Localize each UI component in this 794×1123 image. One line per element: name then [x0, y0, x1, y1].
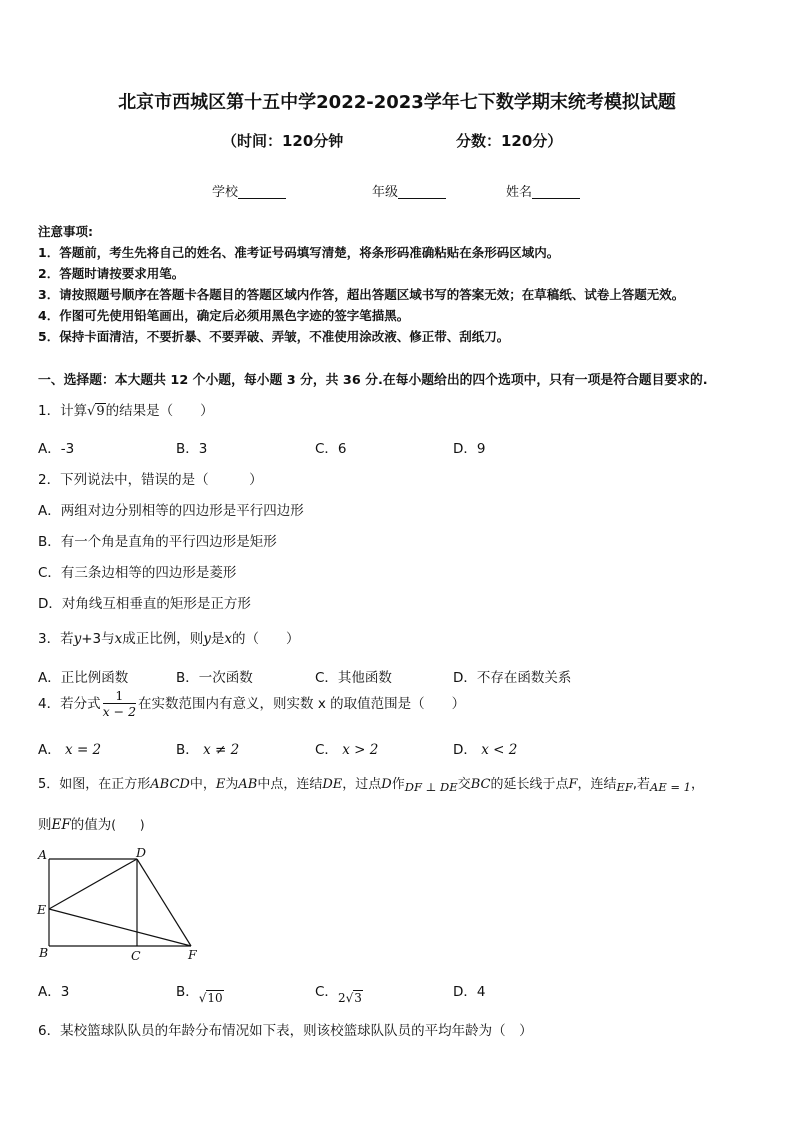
- two-sqrt-3: 2√3: [337, 991, 362, 1005]
- notes-heading: 注意事项:: [38, 224, 93, 239]
- radicand: 10: [207, 991, 223, 1005]
- fraction-denominator: x − 2: [102, 704, 137, 719]
- q5-math: AE = 1: [650, 780, 691, 794]
- q5-paren: ( ): [111, 818, 145, 832]
- option-math: x > 2: [342, 742, 379, 758]
- school-field: [212, 181, 286, 200]
- q1-radicand: 9: [96, 404, 105, 419]
- q5-math: E: [215, 777, 226, 792]
- section-heading: 一、选择题：本大题共 12 个小题，每小题 3 分，共 36 分.在每小题给出的四个选项中，只有一项是符合题目要求的.: [38, 373, 708, 388]
- grade-blank[interactable]: [398, 184, 446, 199]
- q3-math: y: [203, 631, 211, 647]
- label-c: C: [131, 948, 141, 963]
- q3-option-a[interactable]: A．正比例函数: [38, 670, 129, 686]
- note-item: 2．答题时请按要求用笔。: [38, 266, 185, 281]
- q5-option-c[interactable]: [315, 980, 363, 1005]
- sqrt-9: √9: [87, 404, 105, 419]
- q5-text: 交: [457, 777, 471, 792]
- q4-post: 在实数范围内有意义，则实数 x 的取值范围是（ ）: [138, 696, 466, 712]
- q1-post: 的结果是（ ）: [105, 403, 214, 419]
- q5-text: 则: [38, 817, 52, 833]
- q5-text: ，过点: [342, 777, 382, 792]
- q5-math: EF: [616, 780, 633, 794]
- name-field: [506, 181, 580, 200]
- label-b: B: [39, 945, 49, 960]
- q5-text: 的延长线于点: [490, 777, 569, 792]
- q1-option-d[interactable]: D．9: [453, 441, 486, 457]
- q3-math: x: [114, 631, 123, 647]
- option-label: C．: [315, 984, 338, 1000]
- q3-text: +3与: [81, 631, 115, 647]
- option-label: D．: [453, 742, 477, 758]
- label-f: F: [188, 947, 197, 962]
- q5-text: ，连结: [577, 777, 617, 792]
- q5-text: 中点，连结: [257, 777, 323, 792]
- question-2: 2．下列说法中，错误的是（ ）: [38, 472, 263, 488]
- q5-text: 为: [225, 777, 239, 792]
- q5-math: F: [568, 777, 578, 792]
- q5-math: DF ⊥ DE: [404, 780, 458, 794]
- q3-text: 是: [210, 631, 225, 647]
- option-label: B．: [176, 984, 199, 1000]
- note-item: 5．保持卡面清洁，不要折暴、不要弄破、弄皱，不准使用涂改液、修正带、刮纸刀。: [38, 329, 510, 344]
- option-label: B．: [176, 742, 199, 758]
- fraction-numerator: 1: [103, 688, 136, 704]
- q5-text: ，: [691, 777, 705, 792]
- coefficient: 2: [337, 991, 346, 1005]
- q5-math: D: [381, 777, 392, 792]
- label-d: D: [136, 845, 147, 860]
- q4-option-c[interactable]: [315, 738, 378, 758]
- q5-option-b[interactable]: [176, 980, 224, 1005]
- exam-title: 北京市西城区第十五中学2022-2023学年七下数学期末统考模拟试题: [118, 92, 676, 113]
- q3-option-b[interactable]: B．一次函数: [176, 670, 253, 686]
- q4-option-b[interactable]: [176, 738, 239, 758]
- sqrt-10: √10: [198, 991, 223, 1005]
- note-item: 1．答题前，考生先将自己的姓名、准考证号码填写清楚，将条形码准确粘贴在条形码区域内。: [38, 245, 560, 260]
- q1-pre: 1．计算: [38, 403, 88, 419]
- q4-option-d[interactable]: [453, 738, 517, 758]
- q3-option-c[interactable]: C．其他函数: [315, 670, 392, 686]
- question-3: [38, 627, 300, 647]
- name-label: 姓名: [506, 185, 533, 200]
- fraction-1-over-x-minus-2: [103, 688, 136, 720]
- q3-math: x: [224, 631, 233, 647]
- q5-text: 的值为: [70, 817, 112, 833]
- q3-text: 的（ ）: [232, 631, 300, 647]
- q5-math: EF: [51, 817, 71, 833]
- exam-time: （时间：120分钟: [222, 132, 344, 150]
- q5-math: ABCD: [150, 777, 190, 792]
- question-1: [38, 399, 214, 419]
- note-item: 3．请按照题号顺序在答题卡各题目的答题区域内作答，超出答题区域书写的答案无效；在草稿纸、试卷上答题无效。: [38, 287, 685, 302]
- q3-option-d[interactable]: D．不存在函数关系: [453, 670, 572, 686]
- q4-option-a[interactable]: [38, 738, 101, 758]
- q5-option-a[interactable]: A．3: [38, 984, 70, 1000]
- q1-option-b[interactable]: B．3: [176, 441, 208, 457]
- label-a: A: [38, 847, 48, 862]
- question-4: [38, 688, 465, 720]
- q3-text: 成正比例，则: [122, 631, 204, 647]
- label-e: E: [37, 902, 47, 917]
- option-math: x = 2: [65, 742, 102, 758]
- q5-math: BC: [470, 777, 491, 792]
- q5-math: DE: [322, 777, 343, 792]
- radicand: 3: [354, 991, 362, 1005]
- question-5-line2: [38, 813, 145, 833]
- name-blank[interactable]: [532, 184, 580, 199]
- segment-ef: [49, 909, 191, 946]
- q3-math: y: [73, 631, 82, 647]
- question-5: [38, 773, 704, 794]
- school-label: 学校: [212, 185, 239, 200]
- q5-text: ,若: [632, 777, 651, 792]
- square-figure: [32, 842, 207, 967]
- q4-pre: 4．若分式: [38, 696, 101, 712]
- q5-math: AB: [238, 777, 258, 792]
- q5-text: 作: [391, 777, 405, 792]
- q5-option-d[interactable]: D．4: [453, 984, 486, 1000]
- option-label: A．: [38, 742, 61, 758]
- q2-option-b[interactable]: B．有一个角是直角的平行四边形是矩形: [38, 534, 277, 550]
- segment-df: [137, 859, 191, 946]
- question-6: 6．某校篮球队队员的年龄分布情况如下表，则该校篮球队队员的平均年龄为（ ）: [38, 1023, 533, 1039]
- note-item: 4．作图可先使用铅笔画出，确定后必须用黑色字迹的签字笔描黑。: [38, 308, 410, 323]
- q1-option-a[interactable]: A．-3: [38, 441, 75, 457]
- option-math: x ≠ 2: [203, 742, 240, 758]
- q5-text: 中，: [189, 777, 216, 792]
- option-label: C．: [315, 742, 338, 758]
- q5-text: 5．如图，在正方形: [38, 777, 151, 792]
- segment-ed: [49, 859, 137, 909]
- q1-option-c[interactable]: C．6: [315, 441, 347, 457]
- q2-option-d[interactable]: D．对角线互相垂直的矩形是正方形: [38, 596, 251, 612]
- grade-label: 年级: [372, 185, 399, 200]
- q2-option-c[interactable]: C．有三条边相等的四边形是菱形: [38, 565, 237, 581]
- school-blank[interactable]: [238, 184, 286, 199]
- exam-score: 分数：120分）: [456, 132, 563, 150]
- q2-option-a[interactable]: A．两组对边分别相等的四边形是平行四边形: [38, 503, 304, 519]
- grade-field: [372, 181, 446, 200]
- option-math: x < 2: [481, 742, 518, 758]
- q3-text: 3．若: [38, 631, 74, 647]
